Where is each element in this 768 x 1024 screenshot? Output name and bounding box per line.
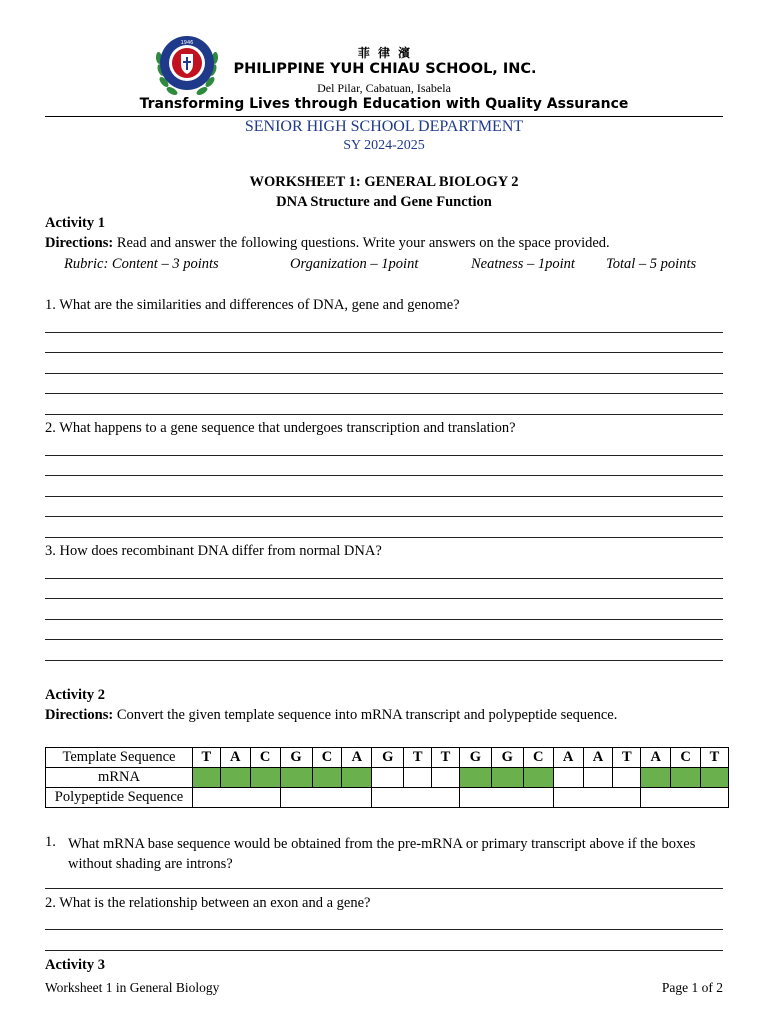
answer-line[interactable] — [45, 578, 723, 579]
answer-line[interactable] — [45, 475, 723, 476]
activity3-heading: Activity 3 — [45, 957, 105, 973]
answer-line[interactable] — [45, 929, 723, 930]
codon-cell[interactable] — [372, 788, 460, 808]
answer-line[interactable] — [45, 455, 723, 456]
department-title: SENIOR HIGH SCHOOL DEPARTMENT — [244, 118, 524, 135]
template-base: A — [220, 748, 250, 768]
template-base: A — [583, 748, 613, 768]
mrna-cell-shaded[interactable] — [312, 768, 342, 788]
answer-line[interactable] — [45, 619, 723, 620]
activity2-question-1 — [68, 834, 728, 874]
question-3: 3. How does recombinant DNA differ from normal DNA? — [45, 543, 382, 559]
directions-label: Directions: — [45, 707, 114, 723]
answer-line[interactable] — [45, 660, 723, 661]
sequence-table — [45, 747, 729, 808]
chinese-name: 菲 律 濱 — [357, 46, 413, 60]
template-base: C — [523, 748, 553, 768]
codon-cell[interactable] — [553, 788, 641, 808]
header-rule — [45, 116, 723, 117]
rubric-total: Total – 5 points — [606, 256, 697, 272]
mrna-cell-shaded[interactable] — [459, 768, 491, 788]
template-base: G — [372, 748, 404, 768]
activity2-question-2: 2. What is the relationship between an exon and a gene? — [45, 895, 371, 911]
template-base: T — [432, 748, 460, 768]
mrna-cell-shaded[interactable] — [193, 768, 221, 788]
activity1-directions — [45, 235, 610, 252]
answer-line[interactable] — [45, 888, 723, 889]
mrna-cell-shaded[interactable] — [280, 768, 312, 788]
answer-line[interactable] — [45, 373, 723, 374]
activity2-directions — [45, 707, 617, 724]
school-name: PHILIPPINE YUH CHIAU SCHOOL, INC. — [233, 61, 537, 77]
mrna-cell-intron[interactable] — [432, 768, 460, 788]
question-1-line-1: What mRNA base sequence would be obtained from the pre-mRNA or primary transcript above if the boxes — [68, 836, 696, 852]
rubric-organization: Organization – 1point — [290, 256, 419, 272]
rubric-neatness: Neatness – 1point — [471, 256, 575, 272]
row-label-mrna: mRNA — [46, 768, 193, 788]
mrna-cell-shaded[interactable] — [220, 768, 250, 788]
answer-line[interactable] — [45, 352, 723, 353]
worksheet-title: WORKSHEET 1: GENERAL BIOLOGY 2 — [249, 174, 519, 190]
rubric-content: Rubric: Content – 3 points — [64, 256, 219, 272]
template-base: C — [250, 748, 280, 768]
school-address: Del Pilar, Cabatuan, Isabela — [317, 81, 451, 95]
template-base: T — [193, 748, 221, 768]
mrna-cell-shaded[interactable] — [491, 768, 523, 788]
question-1-line-2: without shading are introns? — [68, 856, 233, 872]
mrna-cell-shaded[interactable] — [523, 768, 553, 788]
template-base: G — [491, 748, 523, 768]
activity1-heading: Activity 1 — [45, 215, 105, 231]
school-year: SY 2024-2025 — [343, 138, 425, 153]
row-label-template: Template Sequence — [46, 748, 193, 768]
directions-text: Convert the given template sequence into mRNA transcript and polypeptide sequence. — [113, 707, 618, 723]
template-base: A — [342, 748, 372, 768]
codon-cell[interactable] — [280, 788, 372, 808]
template-base: C — [671, 748, 701, 768]
answer-line[interactable] — [45, 332, 723, 333]
codon-cell[interactable] — [641, 788, 729, 808]
mrna-row — [46, 768, 729, 788]
mrna-cell-intron[interactable] — [583, 768, 613, 788]
activity2-heading: Activity 2 — [45, 687, 105, 703]
answer-line[interactable] — [45, 639, 723, 640]
mrna-cell-shaded[interactable] — [671, 768, 701, 788]
activity2-question-1-number: 1. — [45, 834, 56, 850]
mrna-cell-intron[interactable] — [404, 768, 432, 788]
question-1: 1. What are the similarities and differences of DNA, gene and genome? — [45, 297, 460, 313]
polypeptide-row — [46, 788, 729, 808]
answer-line[interactable] — [45, 516, 723, 517]
answer-line[interactable] — [45, 496, 723, 497]
mrna-cell-intron[interactable] — [553, 768, 583, 788]
directions-label: Directions: — [45, 235, 114, 251]
logo-year: 1946 — [180, 40, 194, 46]
footer-left: Worksheet 1 in General Biology — [45, 980, 220, 995]
answer-line[interactable] — [45, 393, 723, 394]
template-base: A — [553, 748, 583, 768]
school-motto: Transforming Lives through Education with Quality Assurance — [139, 96, 629, 112]
mrna-cell-intron[interactable] — [613, 768, 641, 788]
template-base: C — [312, 748, 342, 768]
footer-page-number: Page 1 of 2 — [661, 980, 723, 995]
worksheet-subtitle: DNA Structure and Gene Function — [276, 194, 492, 210]
answer-line[interactable] — [45, 950, 723, 951]
answer-line[interactable] — [45, 414, 723, 415]
template-base: A — [641, 748, 671, 768]
mrna-cell-shaded[interactable] — [701, 768, 729, 788]
directions-text: Read and answer the following questions. Write your answers on the space provided. — [113, 235, 610, 251]
row-label-polypeptide: Polypeptide Sequence — [46, 788, 193, 808]
template-base: T — [404, 748, 432, 768]
template-base: T — [701, 748, 729, 768]
template-base: G — [459, 748, 491, 768]
question-2: 2. What happens to a gene sequence that undergoes transcription and translation? — [45, 420, 516, 436]
mrna-cell-intron[interactable] — [372, 768, 404, 788]
answer-line[interactable] — [45, 598, 723, 599]
codon-cell[interactable] — [193, 788, 281, 808]
template-base: T — [613, 748, 641, 768]
answer-line[interactable] — [45, 537, 723, 538]
mrna-cell-shaded[interactable] — [342, 768, 372, 788]
mrna-cell-shaded[interactable] — [641, 768, 671, 788]
mrna-cell-shaded[interactable] — [250, 768, 280, 788]
codon-cell[interactable] — [459, 788, 553, 808]
template-base: G — [280, 748, 312, 768]
template-row — [46, 748, 729, 768]
